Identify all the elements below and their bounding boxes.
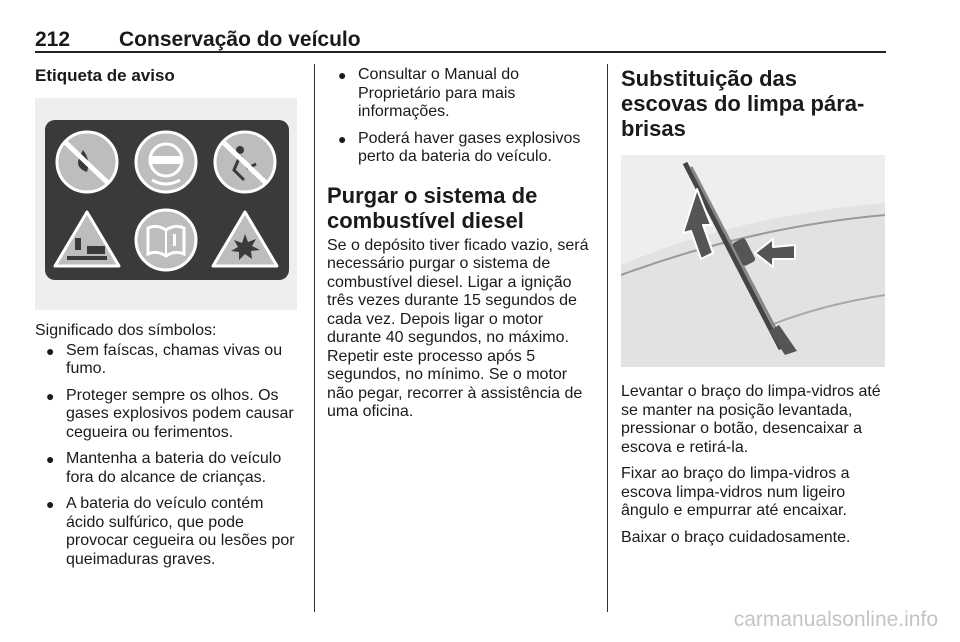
column-divider [607,64,608,612]
windscreen-wiper-illustration [621,155,885,367]
wiper-step-remove: Levantar o braço do limpa-vidros até se manter na posição levantada, pressionar o botão, desencaixar a escova e retirá-la. [621,383,881,456]
manual-icon [136,210,196,270]
section-heading-warning-label: Etiqueta de aviso [35,66,175,85]
symbols-list [35,342,303,570]
chapter-title: Conservação do veículo [119,28,361,51]
list-item: ● Mantenha a bateria do veículo fora do alcance de crianças. [46,450,282,486]
wiper-figure [621,155,885,367]
list-item: ● Sem faíscas, chamas vivas ou fumo. [46,341,283,377]
keep-away-children-icon [215,132,275,192]
bullet-icon: ● [338,67,347,83]
list-item: ● A bateria do veículo contém ácido sulfúrico, que pode provocar cegueira ou lesões por queimaduras graves. [46,495,295,568]
bullet-icon: ● [338,130,347,147]
section-heading-diesel-purge: Purgar o sistema de combustível diesel [327,182,538,233]
list-item: ● Consultar o Manual do Proprietário para mais informações. [338,66,519,120]
bullet-icon: ● [46,496,55,512]
column-divider [314,64,315,612]
page-header [35,28,885,52]
symbols-list-continued [327,66,593,167]
bullet-icon: ● [46,387,55,404]
list-item: ● Poderá haver gases explosivos perto da bateria do veículo. [338,129,581,165]
column-2 [327,66,593,422]
column-1 [35,66,303,569]
warning-label-figure [35,98,297,310]
list-item: ● Proteger sempre os olhos. Os gases explosivos podem causar cegueira ou ferimentos. [46,386,294,441]
warning-label-illustration [35,98,297,310]
bullet-icon: ● [46,451,55,467]
symbols-intro: Significado dos símbolos: [35,322,217,339]
no-fire-icon [57,132,117,192]
section-heading-wiper-blades: Substituição das escovas do limpa pára-brisas [621,66,865,141]
watermark: carmanualsonline.info [733,608,938,631]
wiper-step-fit: Fixar ao braço do limpa-vidros a escova limpa-vidros num ligeiro ângulo e empurrar até encaixar. [621,465,850,519]
eye-protection-icon [136,132,196,192]
wiper-step-lower: Baixar o braço cuidadosamente. [621,528,851,546]
bullet-icon: ● [46,342,55,359]
diesel-purge-text: Se o depósito tiver ficado vazio, será necessário purgar o sistema de combustível diesel. Ligar a ignição três vezes durante 15 segundos de cada vez. Depois ligar o motor durante 40 segundos, no máximo. Repetir este processo após 5 segundos, no mínimo. Se o motor não pegar, recorrer à assistência de uma oficina. [327,236,589,420]
header-rule [35,51,886,53]
column-3 [621,66,887,547]
page-number: 212 [35,28,71,51]
